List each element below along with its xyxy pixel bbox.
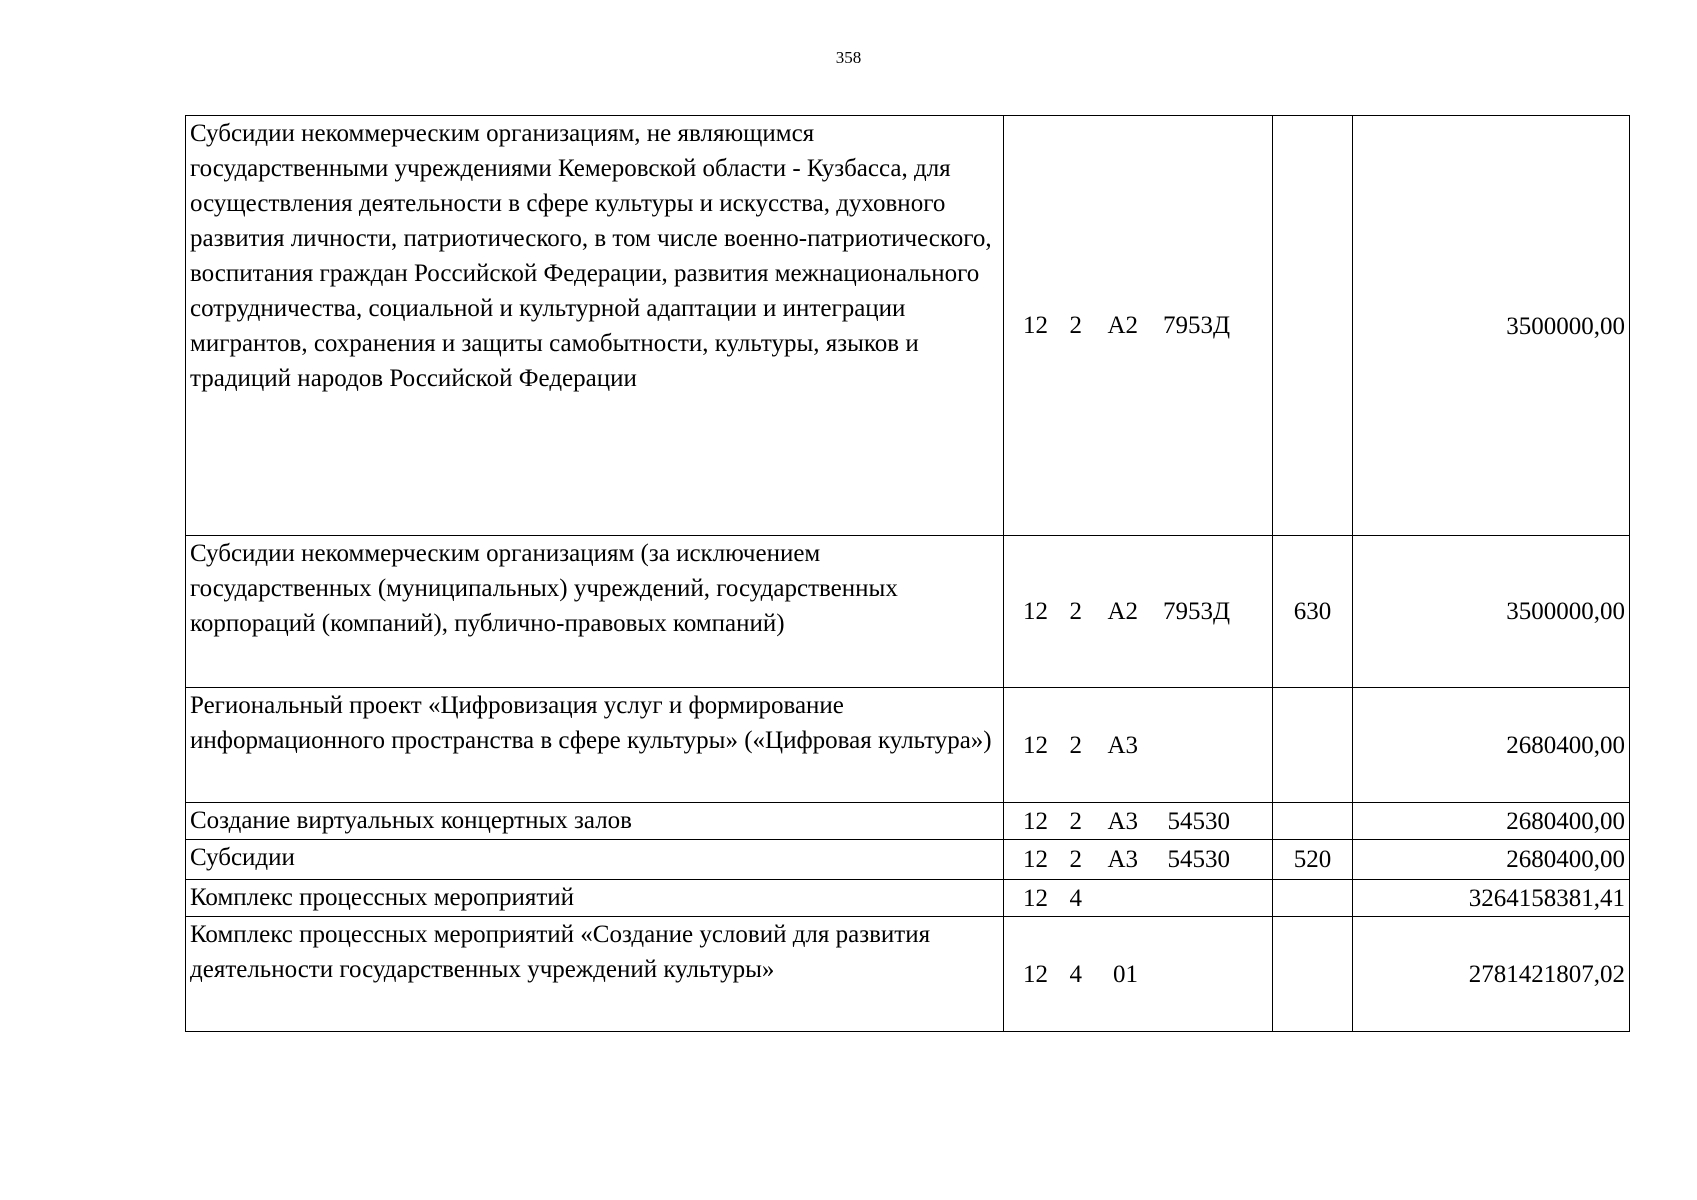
row-amount: 3500000,00 (1353, 116, 1630, 536)
row-description: Региональный проект «Цифровизация услуг и формирование информационного пространства в сфере культуры» («Цифровая культура») (186, 688, 1004, 803)
row-codes (1004, 917, 1273, 1032)
project-code: А3 (1107, 846, 1138, 873)
row-amount: 2680400,00 (1353, 803, 1630, 840)
program-code: 2 (1069, 731, 1082, 759)
row-amount: 2680400,00 (1353, 688, 1630, 803)
row-description: Субсидии (186, 840, 1004, 880)
project-code: А2 (1107, 598, 1138, 625)
table-row (186, 688, 1630, 803)
program-code: 4 (1069, 960, 1082, 988)
project-code: А3 (1107, 731, 1138, 759)
row-description: Комплекс процессных мероприятий «Создание условий для развития деятельности государственных учреждений культуры» (186, 917, 1004, 1032)
direction-code: 54530 (1167, 807, 1230, 835)
page-number: 358 (835, 48, 862, 67)
budget-table (185, 115, 1630, 1032)
row-amount: 3500000,00 (1353, 536, 1630, 688)
expense-type-code (1273, 688, 1353, 803)
row-amount: 2781421807,02 (1353, 917, 1630, 1032)
row-amount: 3264158381,41 (1353, 880, 1630, 917)
row-description: Субсидии некоммерческим организациям, не являющимся государственными учреждениями Кемеровской области - Кузбасса, для осуществления деятельности в сфере культуры и искусства, духовного развития личности, патриотического, в том числе военно-патриотического, воспитания граждан Российской Федерации, развития межнационального сотрудничества, социальной и культурной адаптации и интеграции мигрантов, сохранения и защиты самобытности, культуры, языков и традиций народов Российской Федерации (186, 116, 1004, 536)
row-codes (1004, 536, 1273, 688)
section-code: 12 (1023, 312, 1048, 339)
section-code: 12 (1023, 846, 1048, 873)
expense-type-code: 630 (1273, 536, 1353, 688)
row-codes (1004, 688, 1273, 803)
row-codes (1004, 116, 1273, 536)
program-code: 4 (1069, 884, 1082, 912)
expense-type-code: 520 (1273, 840, 1353, 880)
project-code: 01 (1113, 960, 1138, 988)
direction-code: 7953Д (1162, 312, 1230, 339)
row-codes (1004, 840, 1273, 880)
project-code: А3 (1107, 807, 1138, 835)
row-description: Комплекс процессных мероприятий (186, 880, 1004, 917)
section-code: 12 (1023, 598, 1048, 625)
row-description: Создание виртуальных концертных залов (186, 803, 1004, 840)
project-code: А2 (1107, 312, 1138, 339)
table-row (186, 536, 1630, 688)
expense-type-code (1273, 803, 1353, 840)
program-code: 2 (1069, 312, 1082, 339)
table-row (186, 840, 1630, 880)
table-row (186, 803, 1630, 840)
program-code: 2 (1069, 846, 1082, 873)
expense-type-code (1273, 917, 1353, 1032)
row-amount: 2680400,00 (1353, 840, 1630, 880)
row-codes (1004, 880, 1273, 917)
program-code: 2 (1069, 598, 1082, 625)
row-codes (1004, 803, 1273, 840)
direction-code: 54530 (1167, 846, 1230, 873)
table-row (186, 116, 1630, 536)
table-row (186, 917, 1630, 1032)
expense-type-code (1273, 880, 1353, 917)
direction-code: 7953Д (1162, 598, 1230, 625)
section-code: 12 (1023, 807, 1048, 835)
section-code: 12 (1023, 960, 1048, 988)
expense-type-code (1273, 116, 1353, 536)
section-code: 12 (1023, 884, 1048, 912)
row-description: Субсидии некоммерческим организациям (за исключением государственных (муниципальных) учреждений, государственных корпораций (компаний), публично-правовых компаний) (186, 536, 1004, 688)
section-code: 12 (1023, 731, 1048, 759)
table-row (186, 880, 1630, 917)
program-code: 2 (1069, 807, 1082, 835)
